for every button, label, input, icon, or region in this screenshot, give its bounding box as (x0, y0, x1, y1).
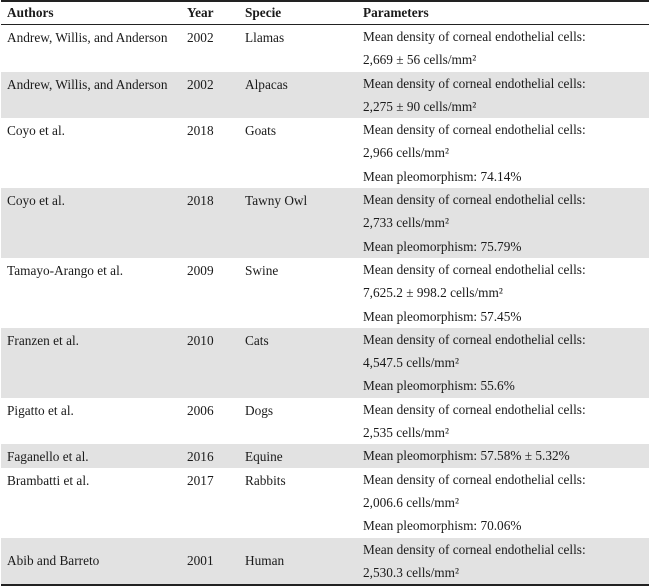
table-row (1, 25, 649, 72)
table-header (1, 0, 649, 25)
parameter-line: Mean density of corneal endothelial cells: (363, 331, 586, 347)
cell-year: 2002 (187, 76, 214, 92)
cell-year: 2009 (187, 262, 214, 278)
table-row (1, 118, 649, 188)
parameter-line: 2,530.3 cells/mm² (363, 564, 459, 580)
cell-year: 2002 (187, 30, 214, 45)
cell-specie: Goats (245, 123, 277, 139)
table-row (1, 258, 649, 328)
table-row (1, 72, 649, 119)
cell-parameters (357, 188, 649, 258)
cell-specie: Tawny Owl (245, 193, 308, 209)
cell-year: 2016 (187, 449, 214, 465)
cell-authors: Andrew, Willis, and Anderson (7, 76, 168, 92)
cell-specie: Swine (245, 262, 279, 278)
data-table (1, 0, 649, 586)
cell-specie: Human (245, 552, 285, 568)
cell-specie: Alpacas (245, 76, 288, 92)
cell-parameters (357, 328, 649, 398)
cell-specie: Dogs (245, 402, 274, 418)
cell-year: 2006 (187, 402, 214, 418)
header-authors: Authors (7, 5, 54, 20)
parameter-line: 2,669 ± 56 cells/mm² (363, 52, 477, 68)
cell-authors: Faganello et al. (7, 449, 89, 465)
cell-parameters (357, 444, 649, 467)
cell-parameters (357, 25, 649, 72)
parameter-line: Mean pleomorphism: 57.45% (363, 308, 522, 324)
parameter-line: Mean density of corneal endothelial cells: (363, 192, 586, 208)
cell-year: 2017 (187, 472, 214, 488)
cell-year: 2010 (187, 332, 214, 348)
cell-parameters (357, 398, 649, 445)
cell-parameters (357, 118, 649, 188)
parameter-line: Mean density of corneal endothelial cells: (363, 29, 586, 44)
cell-parameters (357, 468, 649, 538)
parameter-line: 7,625.2 ± 998.2 cells/mm² (363, 285, 503, 301)
parameter-line: Mean pleomorphism: 55.6% (363, 378, 515, 394)
cell-authors: Franzen et al. (7, 332, 79, 348)
parameter-line: Mean density of corneal endothelial cells: (363, 471, 586, 487)
parameter-line: 2,535 cells/mm² (363, 425, 449, 441)
cell-authors: Brambatti et al. (7, 472, 90, 488)
cell-authors: Tamayo-Arango et al. (7, 262, 124, 278)
parameter-line: 2,966 cells/mm² (363, 145, 449, 161)
cell-specie: Equine (245, 449, 283, 465)
parameter-line: Mean density of corneal endothelial cells: (363, 541, 586, 557)
cell-year: 2018 (187, 193, 214, 209)
cell-parameters (357, 258, 649, 328)
cell-year: 2001 (187, 552, 214, 568)
parameter-line: 2,275 ± 90 cells/mm² (363, 98, 477, 114)
cell-specie: Rabbits (245, 472, 286, 488)
table-row (1, 468, 649, 538)
cell-authors: Coyo et al. (7, 193, 65, 209)
table-row (1, 188, 649, 258)
parameter-line: Mean pleomorphism: 75.79% (363, 238, 522, 254)
cell-parameters (357, 72, 649, 119)
parameter-line: Mean density of corneal endothelial cells: (363, 122, 586, 138)
header-parameters: Parameters (363, 5, 429, 20)
table-row (1, 328, 649, 398)
parameter-line: Mean pleomorphism: 74.14% (363, 168, 522, 184)
cell-authors: Abib and Barreto (7, 552, 100, 568)
table-body (1, 25, 649, 586)
table-row (1, 538, 649, 586)
cell-year: 2018 (187, 123, 214, 139)
header-specie: Specie (245, 5, 282, 20)
table-row (1, 398, 649, 445)
table-row (1, 444, 649, 467)
parameter-line: Mean pleomorphism: 57.58% ± 5.32% (363, 448, 570, 464)
cell-specie: Cats (245, 332, 269, 348)
cell-specie: Llamas (245, 30, 285, 45)
parameter-line: 2,006.6 cells/mm² (363, 494, 459, 510)
parameter-line: Mean density of corneal endothelial cells: (363, 75, 586, 91)
parameter-line: Mean density of corneal endothelial cells: (363, 261, 586, 277)
parameter-line: 4,547.5 cells/mm² (363, 355, 459, 371)
cell-parameters (357, 538, 649, 585)
header-year: Year (187, 5, 214, 20)
cell-authors: Pigatto et al. (7, 402, 74, 418)
cell-authors: Andrew, Willis, and Anderson (7, 30, 168, 45)
parameter-line: 2,733 cells/mm² (363, 215, 449, 231)
cell-authors: Coyo et al. (7, 123, 65, 139)
parameter-line: Mean density of corneal endothelial cells: (363, 401, 586, 417)
parameter-line: Mean pleomorphism: 70.06% (363, 518, 522, 534)
